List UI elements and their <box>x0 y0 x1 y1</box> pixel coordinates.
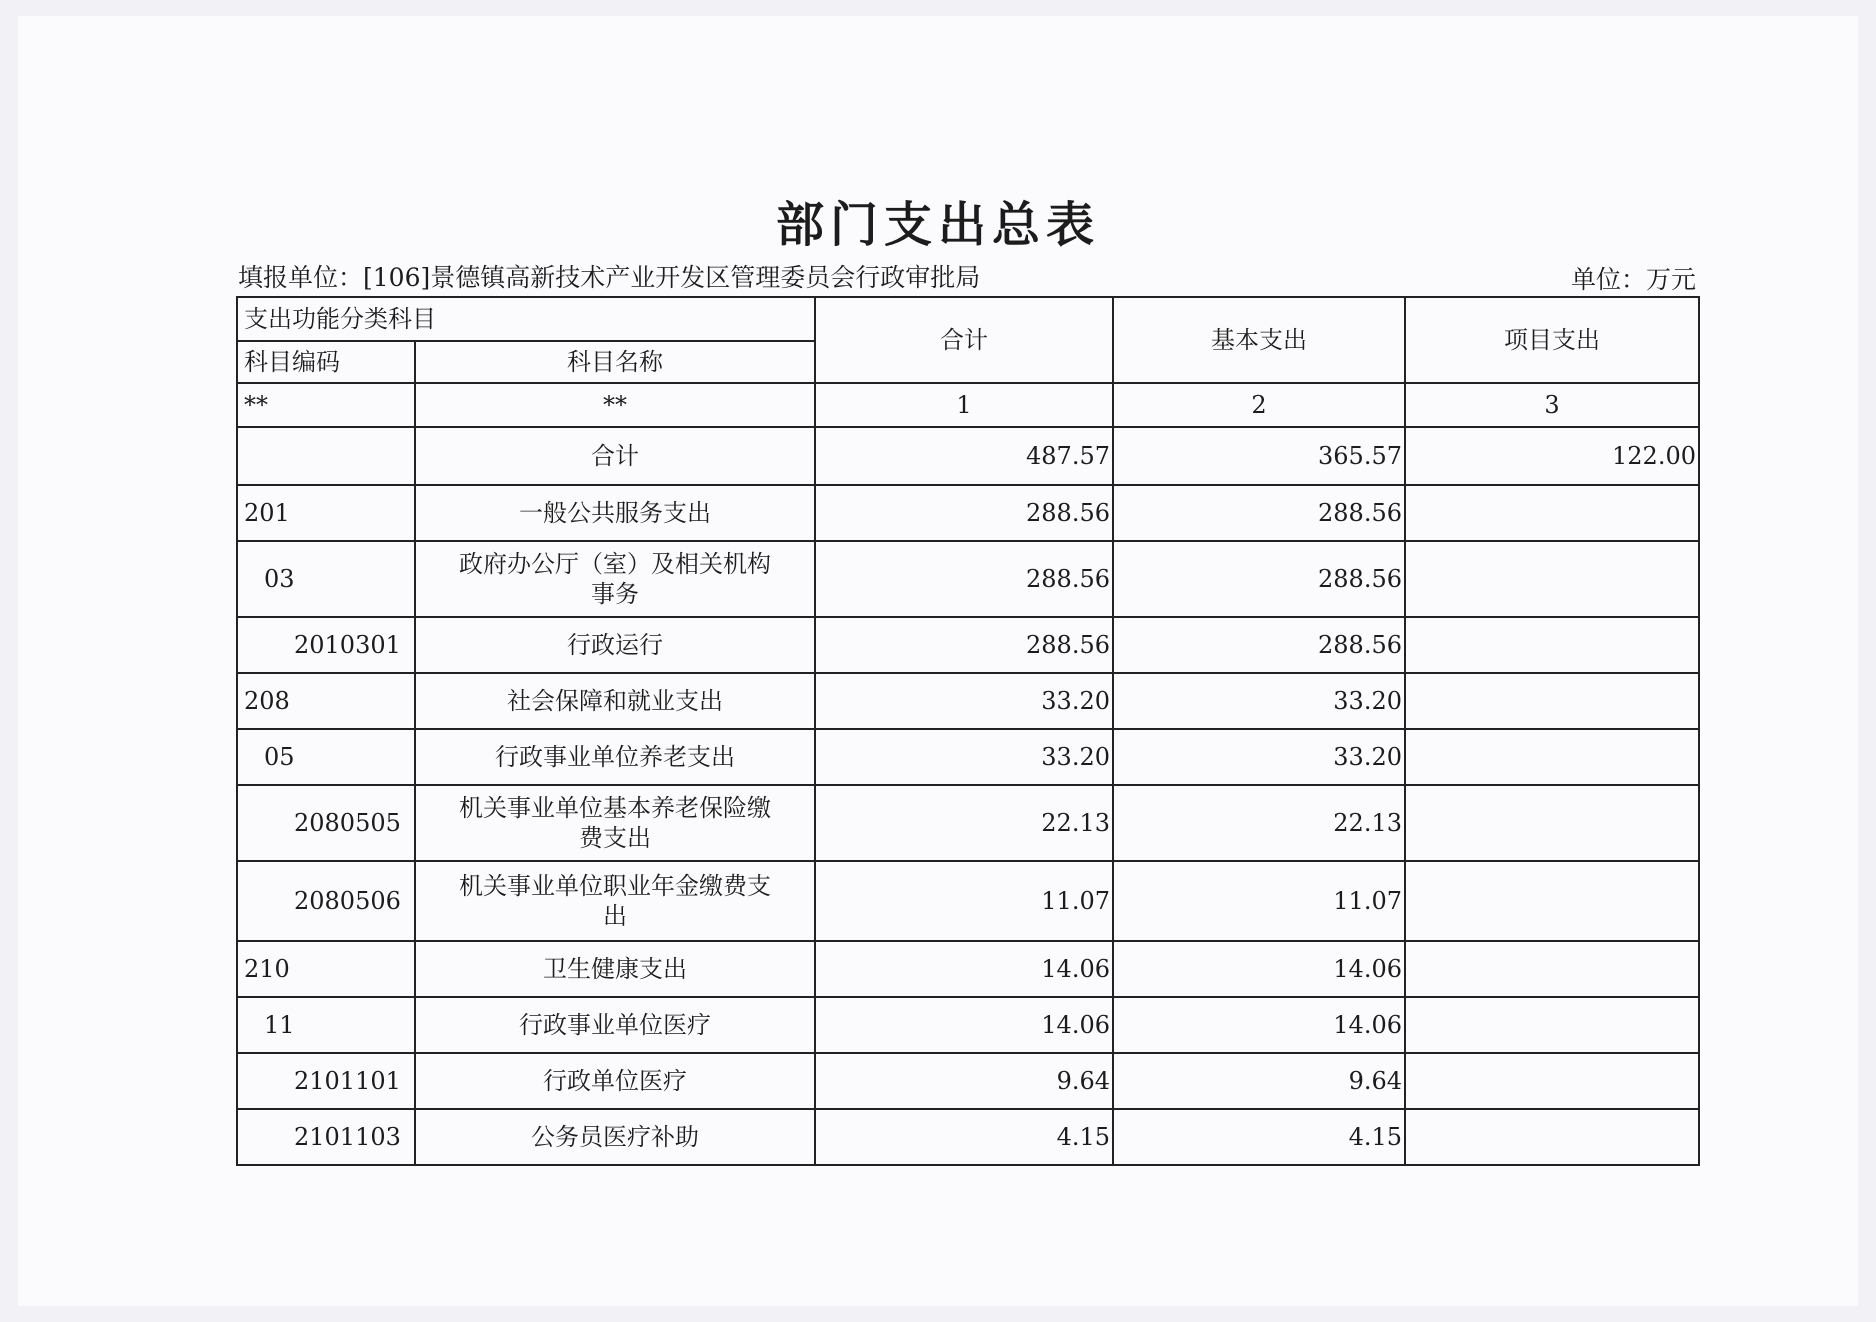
table-row <box>237 729 1699 785</box>
subject-code: 208 <box>237 673 415 729</box>
subject-name: 政府办公厅（室）及相关机构事务 <box>415 541 815 617</box>
basic-amount: 33.20 <box>1113 673 1405 729</box>
project-header: 项目支出 <box>1405 297 1699 383</box>
table-row <box>237 673 1699 729</box>
total-amount: 288.56 <box>815 485 1113 541</box>
project-amount <box>1405 729 1699 785</box>
table-row <box>237 861 1699 941</box>
total-header: 合计 <box>815 297 1113 383</box>
project-amount <box>1405 673 1699 729</box>
code-header: 科目编码 <box>237 341 415 383</box>
subject-name: 公务员医疗补助 <box>415 1109 815 1165</box>
subject-code: 2101103 <box>237 1109 415 1165</box>
index-code: ** <box>237 383 415 427</box>
basic-amount: 9.64 <box>1113 1053 1405 1109</box>
table-row <box>237 785 1699 861</box>
subject-name: 一般公共服务支出 <box>415 485 815 541</box>
index-total: 1 <box>815 383 1113 427</box>
expenditure-table <box>236 296 1700 1166</box>
subject-code: 2080505 <box>237 785 415 861</box>
total-amount: 14.06 <box>815 941 1113 997</box>
index-row <box>237 383 1699 427</box>
subject-name: 合计 <box>415 427 815 485</box>
subject-name: 行政事业单位养老支出 <box>415 729 815 785</box>
total-row <box>237 427 1699 485</box>
reporting-unit: 填报单位：[106]景德镇高新技术产业开发区管理委员会行政审批局 <box>238 263 981 292</box>
project-amount <box>1405 1109 1699 1165</box>
index-basic: 2 <box>1113 383 1405 427</box>
table-row <box>237 541 1699 617</box>
subject-name: 行政单位医疗 <box>415 1053 815 1109</box>
total-amount: 4.15 <box>815 1109 1113 1165</box>
page-title: 部门支出总表 <box>775 197 1100 253</box>
subject-name: 机关事业单位职业年金缴费支出 <box>415 861 815 941</box>
table-row <box>237 997 1699 1053</box>
project-amount <box>1405 541 1699 617</box>
subject-code: 2101101 <box>237 1053 415 1109</box>
category-group-header: 支出功能分类科目 <box>237 297 815 341</box>
subject-code: 201 <box>237 485 415 541</box>
index-project: 3 <box>1405 383 1699 427</box>
project-amount <box>1405 997 1699 1053</box>
basic-amount: 22.13 <box>1113 785 1405 861</box>
subject-code: 11 <box>237 997 415 1053</box>
total-amount: 33.20 <box>815 673 1113 729</box>
basic-amount: 365.57 <box>1113 427 1405 485</box>
project-amount: 122.00 <box>1405 427 1699 485</box>
index-name: ** <box>415 383 815 427</box>
total-amount: 9.64 <box>815 1053 1113 1109</box>
project-amount <box>1405 861 1699 941</box>
basic-amount: 11.07 <box>1113 861 1405 941</box>
project-amount <box>1405 785 1699 861</box>
subject-name: 社会保障和就业支出 <box>415 673 815 729</box>
basic-amount: 4.15 <box>1113 1109 1405 1165</box>
table-row <box>237 1109 1699 1165</box>
basic-header: 基本支出 <box>1113 297 1405 383</box>
subject-name: 卫生健康支出 <box>415 941 815 997</box>
table-row <box>237 941 1699 997</box>
project-amount <box>1405 617 1699 673</box>
subject-name: 机关事业单位基本养老保险缴费支出 <box>415 785 815 861</box>
total-amount: 22.13 <box>815 785 1113 861</box>
basic-amount: 288.56 <box>1113 617 1405 673</box>
table-row <box>237 485 1699 541</box>
subject-code: 210 <box>237 941 415 997</box>
table-row <box>237 1053 1699 1109</box>
total-amount: 288.56 <box>815 617 1113 673</box>
subject-name: 行政事业单位医疗 <box>415 997 815 1053</box>
project-amount <box>1405 485 1699 541</box>
subject-code: 2010301 <box>237 617 415 673</box>
basic-amount: 288.56 <box>1113 485 1405 541</box>
basic-amount: 33.20 <box>1113 729 1405 785</box>
project-amount <box>1405 1053 1699 1109</box>
basic-amount: 14.06 <box>1113 997 1405 1053</box>
subject-code: 03 <box>237 541 415 617</box>
total-amount: 14.06 <box>815 997 1113 1053</box>
project-amount <box>1405 941 1699 997</box>
subject-code: 05 <box>237 729 415 785</box>
subject-name: 行政运行 <box>415 617 815 673</box>
currency-unit: 单位：万元 <box>1570 265 1696 294</box>
total-amount: 11.07 <box>815 861 1113 941</box>
total-amount: 33.20 <box>815 729 1113 785</box>
header-row-1 <box>237 297 1699 341</box>
name-header: 科目名称 <box>415 341 815 383</box>
total-amount: 487.57 <box>815 427 1113 485</box>
subject-code <box>237 427 415 485</box>
table-row <box>237 617 1699 673</box>
subject-code: 2080506 <box>237 861 415 941</box>
basic-amount: 288.56 <box>1113 541 1405 617</box>
basic-amount: 14.06 <box>1113 941 1405 997</box>
total-amount: 288.56 <box>815 541 1113 617</box>
